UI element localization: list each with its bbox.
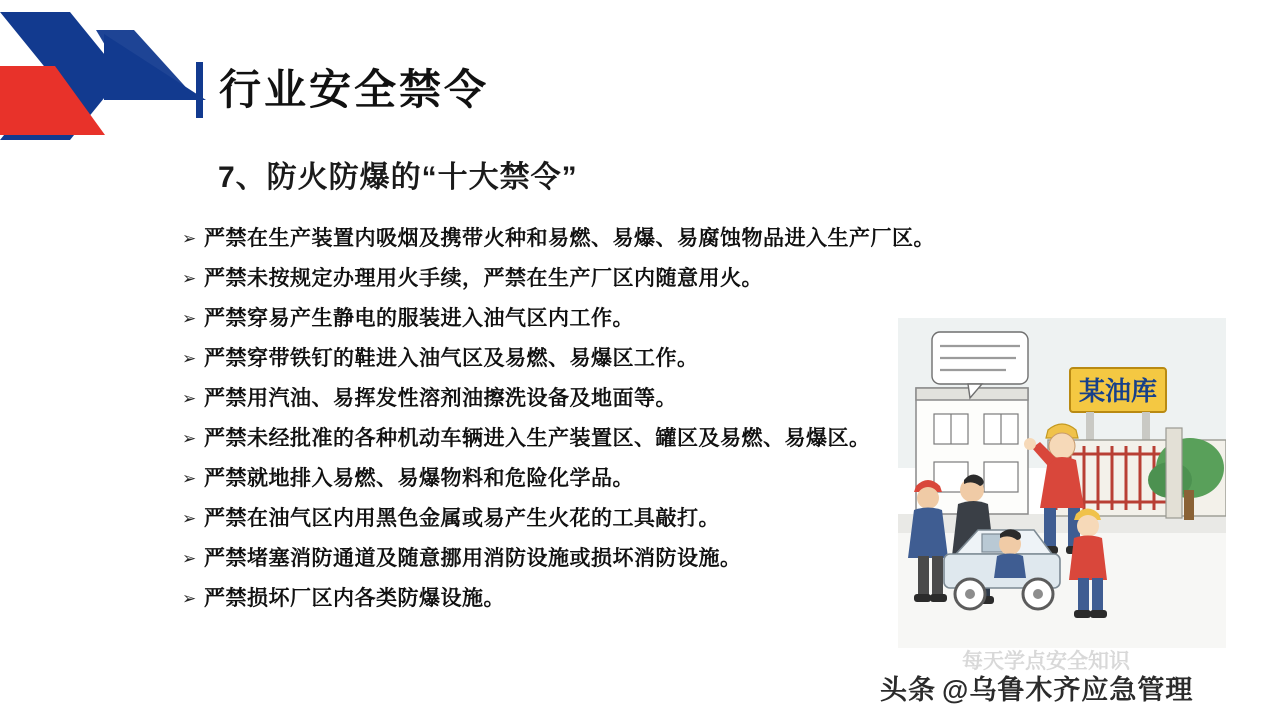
list-item [182, 264, 1012, 294]
list-item [182, 344, 1012, 374]
bullet-arrow-icon: ➢ [182, 509, 197, 528]
bullet-arrow-icon: ➢ [182, 589, 197, 608]
bullet-arrow-icon: ➢ [182, 269, 197, 288]
bullet-arrow-icon: ➢ [182, 389, 197, 408]
list-item [182, 504, 1012, 534]
list-item-text: 严禁在生产装置内吸烟及携带火种和易燃、易爆、易腐蚀物品进入生产厂区。 [204, 227, 935, 250]
bullet-arrow-icon: ➢ [182, 349, 197, 368]
watermark-account: @乌鲁木齐应急管理 [942, 675, 1194, 705]
watermark-bottom [880, 668, 1193, 707]
bullet-arrow-icon: ➢ [182, 229, 197, 248]
section-subtitle: 7、防火防爆的“十大禁令” [218, 161, 578, 194]
list-item [182, 384, 1012, 414]
page-title [196, 62, 489, 118]
list-item-text: 严禁穿带铁钉的鞋进入油气区及易燃、易爆区工作。 [204, 347, 699, 370]
bullet-arrow-icon: ➢ [182, 549, 197, 568]
bullet-list [182, 224, 1012, 624]
illustration-oil-depot [898, 318, 1226, 648]
title-text: 行业安全禁令 [219, 66, 490, 113]
bullet-arrow-icon: ➢ [182, 309, 197, 328]
list-item-text: 严禁在油气区内用黑色金属或易产生火花的工具敲打。 [204, 507, 720, 530]
list-item [182, 424, 1012, 454]
bullet-arrow-icon: ➢ [182, 429, 197, 448]
list-item [182, 464, 1012, 494]
list-item [182, 224, 1012, 254]
title-accent-bar [196, 62, 203, 118]
list-item [182, 584, 1012, 614]
list-item-text: 严禁穿易产生静电的服装进入油气区内工作。 [204, 307, 634, 330]
watermark-brand: 头条 [880, 675, 936, 705]
list-item-text: 严禁损坏厂区内各类防爆设施。 [204, 587, 505, 610]
bullet-arrow-icon: ➢ [182, 469, 197, 488]
list-item-text: 严禁就地排入易燃、易爆物料和危险化学品。 [204, 467, 634, 490]
watermark-center: 每天学点安全知识 [962, 650, 1130, 673]
list-item [182, 544, 1012, 574]
list-item-text: 严禁用汽油、易挥发性溶剂油擦洗设备及地面等。 [204, 387, 677, 410]
list-item-text: 严禁堵塞消防通道及随意挪用消防设施或损坏消防设施。 [204, 547, 742, 570]
list-item [182, 304, 1012, 334]
list-item-text: 严禁未经批准的各种机动车辆进入生产装置区、罐区及易燃、易爆区。 [204, 427, 871, 450]
list-item-text: 严禁未按规定办理用火手续，严禁在生产厂区内随意用火。 [204, 267, 763, 290]
svg-text:某油库: 某油库 [1078, 376, 1158, 406]
